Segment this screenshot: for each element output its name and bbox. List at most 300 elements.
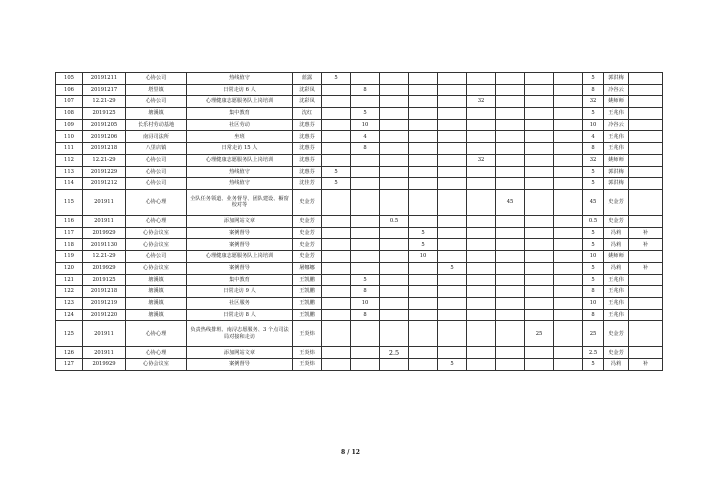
cell-c9 <box>438 108 467 120</box>
cell-c13 <box>554 321 583 347</box>
table-body <box>56 73 663 371</box>
cell-c5 <box>322 119 351 131</box>
cell-person: 蓝露 <box>293 73 322 85</box>
cell-c8 <box>409 321 438 347</box>
cell-c12 <box>525 227 554 239</box>
cell-note: 补 <box>629 262 663 274</box>
cell-note <box>629 347 663 359</box>
cell-person: 沈惠芬 <box>293 131 322 143</box>
cell-recorder: 史金芳 <box>604 347 629 359</box>
cell-total: 10 <box>583 251 604 263</box>
cell-c9 <box>438 119 467 131</box>
cell-recorder: 冯莉 <box>604 262 629 274</box>
cell-content: 集中教育 <box>187 108 293 120</box>
cell-c7 <box>380 84 409 96</box>
cell-c5 <box>322 84 351 96</box>
cell-c8 <box>409 216 438 228</box>
cell-content: 日常走访 9 人 <box>187 286 293 298</box>
cell-c9: 5 <box>438 262 467 274</box>
cell-no: 114 <box>56 178 83 190</box>
cell-c8 <box>409 274 438 286</box>
cell-c8 <box>409 286 438 298</box>
cell-person: 沈彩凤 <box>293 84 322 96</box>
cell-content: 社区劳动 <box>187 119 293 131</box>
cell-c5 <box>322 347 351 359</box>
cell-person: 沈惠芬 <box>293 166 322 178</box>
cell-total: 5 <box>583 239 604 251</box>
cell-c8 <box>409 178 438 190</box>
cell-recorder: 王兆伟 <box>604 131 629 143</box>
cell-content: 日常走访 8 人 <box>187 309 293 321</box>
cell-c8 <box>409 309 438 321</box>
cell-unit: 心协公司 <box>126 73 187 85</box>
cell-c11 <box>496 262 525 274</box>
cell-c10 <box>467 239 496 251</box>
cell-person: 王凯鹏 <box>293 297 322 309</box>
cell-c9 <box>438 227 467 239</box>
cell-content: 日常走访 15 人 <box>187 143 293 155</box>
cell-c6 <box>351 178 380 190</box>
cell-c9 <box>438 251 467 263</box>
cell-note <box>629 96 663 108</box>
cell-date: 2019929 <box>83 227 126 239</box>
cell-content: 心理健康志愿服务队上岗培训 <box>187 96 293 108</box>
cell-c12: 25 <box>525 321 554 347</box>
cell-c12 <box>525 108 554 120</box>
cell-c9 <box>438 96 467 108</box>
cell-c5 <box>322 262 351 274</box>
cell-c13 <box>554 178 583 190</box>
table-row <box>56 251 663 263</box>
cell-recorder: 王兆伟 <box>604 286 629 298</box>
cell-c10 <box>467 84 496 96</box>
cell-unit: 八里店镇 <box>126 143 187 155</box>
cell-unit: 南浔司法所 <box>126 131 187 143</box>
cell-c11 <box>496 216 525 228</box>
cell-date: 201911 <box>83 216 126 228</box>
table-row <box>56 131 663 143</box>
cell-person: 史金芳 <box>293 251 322 263</box>
cell-c12 <box>525 297 554 309</box>
cell-recorder: 史金芳 <box>604 321 629 347</box>
cell-c10 <box>467 189 496 215</box>
cell-note <box>629 178 663 190</box>
cell-c9 <box>438 286 467 298</box>
cell-date: 12.21-29 <box>83 96 126 108</box>
cell-date: 20191212 <box>83 178 126 190</box>
cell-c7 <box>380 108 409 120</box>
cell-c9 <box>438 143 467 155</box>
cell-c5 <box>322 216 351 228</box>
cell-content: 集中教育 <box>187 274 293 286</box>
table-row <box>56 227 663 239</box>
cell-content: 负责热线排班、南浔志愿服务、3 个点司法局对接和走访 <box>187 321 293 347</box>
cell-person: 史金芳 <box>293 227 322 239</box>
cell-c7 <box>380 166 409 178</box>
cell-unit: 心协公司 <box>126 178 187 190</box>
cell-person: 沈佳芳 <box>293 178 322 190</box>
cell-content: 添加网站文章 <box>187 216 293 228</box>
cell-c11 <box>496 154 525 166</box>
cell-unit: 塘溪镇 <box>126 274 187 286</box>
cell-c6 <box>351 154 380 166</box>
cell-total: 32 <box>583 154 604 166</box>
cell-c10 <box>467 119 496 131</box>
cell-c6 <box>351 359 380 371</box>
cell-note <box>629 131 663 143</box>
cell-c6 <box>351 73 380 85</box>
cell-c5 <box>322 96 351 108</box>
cell-c9 <box>438 178 467 190</box>
cell-c5 <box>322 274 351 286</box>
table-row <box>56 347 663 359</box>
cell-note <box>629 143 663 155</box>
cell-no: 110 <box>56 131 83 143</box>
cell-c12 <box>525 154 554 166</box>
cell-c13 <box>554 274 583 286</box>
cell-c6: 5 <box>351 274 380 286</box>
cell-c8 <box>409 143 438 155</box>
cell-c13 <box>554 297 583 309</box>
cell-unit: 塘溪镇 <box>126 297 187 309</box>
cell-c6 <box>351 251 380 263</box>
cell-unit: 塘溪镇 <box>126 309 187 321</box>
cell-c5: 5 <box>322 73 351 85</box>
cell-recorder: 姚师师 <box>604 96 629 108</box>
cell-date: 2019125 <box>83 274 126 286</box>
cell-date: 20191130 <box>83 239 126 251</box>
cell-content: 日常走访 6 人 <box>187 84 293 96</box>
cell-c7: 2.5 <box>380 347 409 359</box>
cell-note <box>629 154 663 166</box>
cell-c7 <box>380 96 409 108</box>
cell-c6: 8 <box>351 143 380 155</box>
cell-content: 案例督导 <box>187 359 293 371</box>
cell-c7 <box>380 154 409 166</box>
cell-no: 113 <box>56 166 83 178</box>
cell-c5 <box>322 143 351 155</box>
cell-c7 <box>380 297 409 309</box>
cell-c6: 4 <box>351 131 380 143</box>
cell-c8 <box>409 359 438 371</box>
table-row <box>56 96 663 108</box>
table-row <box>56 166 663 178</box>
cell-total: 25 <box>583 321 604 347</box>
cell-c9 <box>438 216 467 228</box>
cell-c13 <box>554 119 583 131</box>
cell-note <box>629 321 663 347</box>
cell-total: 5 <box>583 166 604 178</box>
table-row <box>56 321 663 347</box>
cell-c12 <box>525 73 554 85</box>
cell-person: 史金芳 <box>293 216 322 228</box>
cell-note <box>629 166 663 178</box>
cell-note <box>629 216 663 228</box>
cell-no: 118 <box>56 239 83 251</box>
cell-c6 <box>351 216 380 228</box>
cell-c8 <box>409 154 438 166</box>
cell-person: 沈彩凤 <box>293 96 322 108</box>
cell-person: 沈惠芬 <box>293 154 322 166</box>
cell-c13 <box>554 166 583 178</box>
cell-no: 122 <box>56 286 83 298</box>
cell-c10 <box>467 286 496 298</box>
cell-note <box>629 108 663 120</box>
cell-date: 20191218 <box>83 286 126 298</box>
cell-c8 <box>409 108 438 120</box>
cell-c11 <box>496 143 525 155</box>
cell-c11 <box>496 286 525 298</box>
cell-c7 <box>380 286 409 298</box>
cell-person: 史金芳 <box>293 189 322 215</box>
cell-c12 <box>525 189 554 215</box>
cell-recorder: 王兆伟 <box>604 143 629 155</box>
table-row <box>56 73 663 85</box>
cell-date: 20191217 <box>83 84 126 96</box>
cell-c5 <box>322 131 351 143</box>
cell-c12 <box>525 96 554 108</box>
cell-c8 <box>409 297 438 309</box>
cell-c11 <box>496 297 525 309</box>
cell-c6: 8 <box>351 84 380 96</box>
cell-no: 107 <box>56 96 83 108</box>
cell-c6 <box>351 347 380 359</box>
cell-c6 <box>351 189 380 215</box>
cell-recorder: 王兆伟 <box>604 297 629 309</box>
cell-person: 王凯鹏 <box>293 309 322 321</box>
cell-unit: 心协公司 <box>126 154 187 166</box>
cell-c8 <box>409 84 438 96</box>
cell-c5: 5 <box>322 166 351 178</box>
cell-c9 <box>438 274 467 286</box>
cell-recorder: 王兆伟 <box>604 108 629 120</box>
cell-content: 添加网站文章 <box>187 347 293 359</box>
cell-date: 20191211 <box>83 73 126 85</box>
cell-c11 <box>496 359 525 371</box>
cell-c7 <box>380 251 409 263</box>
cell-note <box>629 84 663 96</box>
cell-person: 王凯鹏 <box>293 274 322 286</box>
cell-c7 <box>380 178 409 190</box>
cell-person: 王凯鹏 <box>293 286 322 298</box>
cell-c13 <box>554 347 583 359</box>
cell-c11 <box>496 131 525 143</box>
cell-c11 <box>496 239 525 251</box>
cell-content: 热线值守 <box>187 178 293 190</box>
cell-c11 <box>496 73 525 85</box>
cell-recorder: 冷谷云 <box>604 84 629 96</box>
cell-total: 5 <box>583 108 604 120</box>
cell-no: 111 <box>56 143 83 155</box>
cell-c7 <box>380 274 409 286</box>
cell-c9 <box>438 73 467 85</box>
cell-note <box>629 286 663 298</box>
cell-date: 2019929 <box>83 359 126 371</box>
cell-c5 <box>322 239 351 251</box>
cell-c12 <box>525 143 554 155</box>
table-row <box>56 274 663 286</box>
cell-c6: 10 <box>351 297 380 309</box>
cell-recorder: 姚师师 <box>604 251 629 263</box>
cell-c10 <box>467 108 496 120</box>
cell-c11 <box>496 119 525 131</box>
cell-c12 <box>525 359 554 371</box>
cell-total: 2.5 <box>583 347 604 359</box>
cell-c11 <box>496 274 525 286</box>
cell-c8 <box>409 347 438 359</box>
cell-c6 <box>351 96 380 108</box>
cell-no: 109 <box>56 119 83 131</box>
cell-c5 <box>322 286 351 298</box>
cell-c8: 5 <box>409 227 438 239</box>
cell-unit: 塔里镇 <box>126 84 187 96</box>
cell-c7 <box>380 359 409 371</box>
cell-c8 <box>409 262 438 274</box>
cell-recorder: 史金芳 <box>604 189 629 215</box>
cell-person: 王炎炜 <box>293 347 322 359</box>
cell-unit: 心协心理 <box>126 347 187 359</box>
cell-recorder: 王兆伟 <box>604 274 629 286</box>
cell-c11 <box>496 84 525 96</box>
cell-date: 201911 <box>83 347 126 359</box>
cell-unit: 心协心理 <box>126 189 187 215</box>
cell-c9 <box>438 84 467 96</box>
cell-c6: 5 <box>351 108 380 120</box>
table-row <box>56 84 663 96</box>
cell-note <box>629 274 663 286</box>
cell-c9 <box>438 239 467 251</box>
cell-c5 <box>322 154 351 166</box>
cell-content: 心理健康志愿服务队上岗培训 <box>187 251 293 263</box>
cell-c7 <box>380 189 409 215</box>
cell-unit: 心协公司 <box>126 251 187 263</box>
cell-c13 <box>554 309 583 321</box>
cell-c11: 45 <box>496 189 525 215</box>
cell-c13 <box>554 73 583 85</box>
cell-recorder: 王兆伟 <box>604 309 629 321</box>
cell-content: 社区服务 <box>187 297 293 309</box>
cell-c8 <box>409 189 438 215</box>
cell-c8: 5 <box>409 239 438 251</box>
cell-no: 125 <box>56 321 83 347</box>
cell-date: 20191219 <box>83 297 126 309</box>
cell-c13 <box>554 359 583 371</box>
cell-c11 <box>496 96 525 108</box>
cell-c9 <box>438 131 467 143</box>
cell-c10 <box>467 347 496 359</box>
cell-note <box>629 297 663 309</box>
cell-c5 <box>322 108 351 120</box>
cell-c10 <box>467 262 496 274</box>
cell-unit: 心协心理 <box>126 321 187 347</box>
cell-c9: 5 <box>438 359 467 371</box>
cell-c12 <box>525 131 554 143</box>
cell-no: 123 <box>56 297 83 309</box>
cell-date: 20191206 <box>83 131 126 143</box>
cell-total: 5 <box>583 73 604 85</box>
page-number: 8 / 12 <box>341 449 360 456</box>
cell-unit: 塘溪镇 <box>126 286 187 298</box>
cell-content: 心理健康志愿服务队上岗培训 <box>187 154 293 166</box>
cell-c6 <box>351 166 380 178</box>
cell-total: 8 <box>583 286 604 298</box>
cell-no: 106 <box>56 84 83 96</box>
cell-c10 <box>467 359 496 371</box>
cell-c7 <box>380 119 409 131</box>
cell-content: 案例督导 <box>187 239 293 251</box>
cell-c11 <box>496 347 525 359</box>
cell-c10: 32 <box>467 96 496 108</box>
cell-c10 <box>467 216 496 228</box>
cell-no: 112 <box>56 154 83 166</box>
cell-unit: 心协会议室 <box>126 262 187 274</box>
cell-total: 0.5 <box>583 216 604 228</box>
cell-total: 5 <box>583 274 604 286</box>
cell-c6: 8 <box>351 309 380 321</box>
cell-note <box>629 189 663 215</box>
cell-content: 热线值守 <box>187 166 293 178</box>
table-row <box>56 178 663 190</box>
cell-content: 案例督导 <box>187 262 293 274</box>
cell-unit: 塘溪镇 <box>126 108 187 120</box>
cell-total: 8 <box>583 84 604 96</box>
cell-c13 <box>554 189 583 215</box>
cell-c11 <box>496 166 525 178</box>
cell-c13 <box>554 216 583 228</box>
cell-c13 <box>554 84 583 96</box>
table-row <box>56 119 663 131</box>
cell-unit: 心协会议室 <box>126 359 187 371</box>
cell-date: 20191229 <box>83 166 126 178</box>
cell-unit: 心协公司 <box>126 96 187 108</box>
cell-c10: 32 <box>467 154 496 166</box>
cell-date: 20191218 <box>83 143 126 155</box>
cell-recorder: 姚师师 <box>604 154 629 166</box>
cell-person: 史金芳 <box>293 239 322 251</box>
cell-c10 <box>467 321 496 347</box>
cell-note <box>629 73 663 85</box>
cell-no: 116 <box>56 216 83 228</box>
cell-c6 <box>351 262 380 274</box>
cell-c11 <box>496 227 525 239</box>
cell-note <box>629 119 663 131</box>
cell-c7 <box>380 239 409 251</box>
cell-note <box>629 309 663 321</box>
cell-date: 2019125 <box>83 108 126 120</box>
cell-c12 <box>525 251 554 263</box>
cell-c6 <box>351 239 380 251</box>
cell-note: 补 <box>629 359 663 371</box>
cell-c9 <box>438 347 467 359</box>
cell-c7: 0.5 <box>380 216 409 228</box>
cell-c9 <box>438 321 467 347</box>
cell-person: 沈惠芬 <box>293 143 322 155</box>
cell-person: 屠娜娜 <box>293 262 322 274</box>
cell-date: 12.21-29 <box>83 251 126 263</box>
cell-c8 <box>409 166 438 178</box>
cell-note: 补 <box>629 227 663 239</box>
cell-c7 <box>380 309 409 321</box>
cell-c11 <box>496 251 525 263</box>
cell-no: 127 <box>56 359 83 371</box>
cell-note <box>629 251 663 263</box>
cell-c5 <box>322 309 351 321</box>
table-row <box>56 359 663 371</box>
cell-c11 <box>496 321 525 347</box>
cell-no: 117 <box>56 227 83 239</box>
cell-c6 <box>351 227 380 239</box>
cell-unit: 心协公司 <box>126 166 187 178</box>
